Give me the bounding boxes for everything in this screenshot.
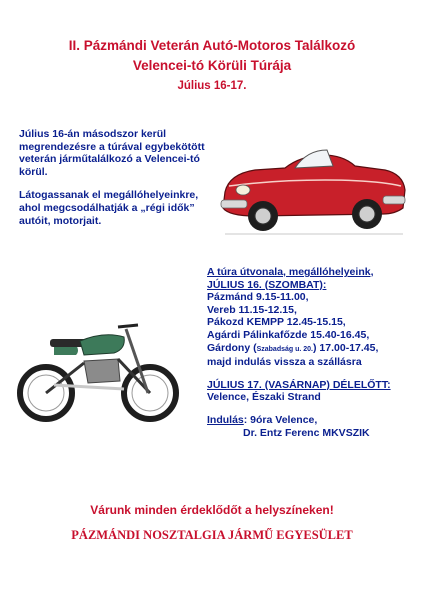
start-value: : 9óra Velence, xyxy=(243,413,318,426)
return-note: majd indulás vissza a szállásra xyxy=(207,356,362,369)
title-line-1: II. Pázmándi Veterán Autó-Motoros Találkozó xyxy=(68,38,356,53)
stop-agard: Agárdi Pálinkafőzde 15.40-16.45, xyxy=(207,328,370,341)
gardony-time: ) 17.00-17.45, xyxy=(313,341,379,354)
club-name: PÁZMÁNDI NOSZTALGIA JÁRMŰ EGYESÜLET xyxy=(71,528,353,542)
gardony-address: Szabadság u. 20. xyxy=(256,345,314,353)
route-section xyxy=(207,266,422,439)
intro-text xyxy=(19,128,209,238)
intro-paragraph-2: Látogassanak el megállóhelyeinkre, ahol megcsodálhatják a „régi idők” autóit, motorjait. xyxy=(19,189,199,227)
route-heading: A túra útvonala, megállóhelyeink, xyxy=(207,266,374,278)
organizer: Dr. Entz Ferenc MKVSZIK xyxy=(243,426,370,439)
title-line-2: Velencei-tó Körüli Túrája xyxy=(132,58,292,73)
stop-pazmand: Pázmánd 9.15-11.00, xyxy=(207,291,309,304)
vintage-motorcycle-image xyxy=(14,315,184,427)
stop-pakozd: Pákozd KEMPP 12.45-15.15, xyxy=(207,316,346,329)
gardony-name: Gárdony ( xyxy=(207,341,257,354)
day1-heading: JÚLIUS 16. (SZOMBAT): xyxy=(207,278,327,291)
vintage-car-image xyxy=(215,130,410,248)
intro-paragraph-1: Július 16-án másodszor kerül megrendezésre a túrával egybekötött veterán járműtalálkozó a Velencei-tó körül. xyxy=(19,128,205,178)
start-line xyxy=(207,414,422,427)
invitation-text: Várunk minden érdeklődőt a helyszíneken! xyxy=(90,503,334,517)
day2-place: Velence, Északi Strand xyxy=(207,391,321,404)
event-date: Július 16-17. xyxy=(177,80,247,92)
stop-gardony xyxy=(207,342,422,357)
stop-vereb: Vereb 11.15-12.15, xyxy=(207,303,297,316)
start-label: Indulás xyxy=(207,413,244,426)
day2-heading: JÚLIUS 17. (VASÁRNAP) DÉLELŐTT: xyxy=(207,378,391,391)
